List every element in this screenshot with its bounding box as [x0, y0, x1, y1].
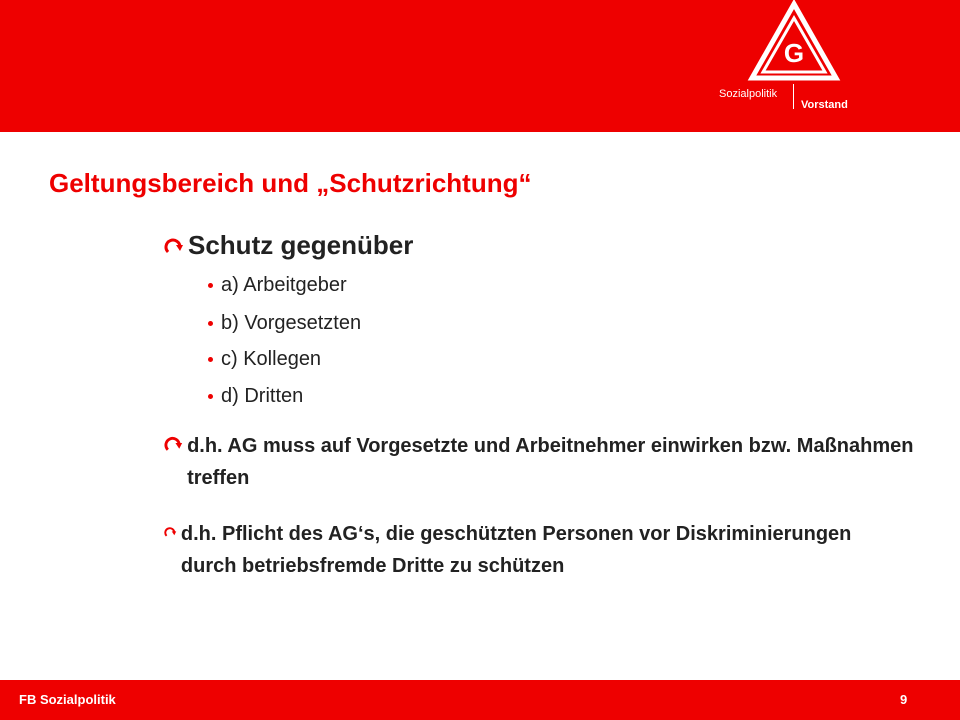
svg-text:G: G: [783, 38, 805, 68]
curved-arrow-icon: [164, 236, 184, 256]
slide-title: Geltungsbereich und „Schutzrichtung“: [49, 168, 532, 198]
ig-metall-logo-icon: [746, 0, 842, 84]
paragraph-bullet: [164, 430, 944, 494]
page-number: 9: [900, 692, 908, 707]
bullet-dot-icon: [208, 321, 213, 326]
sub-bullet: [208, 274, 347, 297]
organization-label: Vorstand: [801, 99, 848, 111]
department-label: Sozialpolitik: [719, 88, 778, 100]
bullet-dot-icon: [208, 283, 213, 288]
paragraph-bullet: [164, 518, 864, 582]
paragraph-text: d.h. Pflicht des AG‘s, die geschützten Personen vor Diskriminierungen durch betriebsfremde Dritte zu schützen: [180, 523, 852, 577]
bullet-dot-icon: [208, 357, 213, 362]
sub-bullet-label: b) Vorgesetzten: [221, 312, 362, 334]
main-bullet-label: Schutz gegenüber: [188, 230, 414, 260]
bullet-dot-icon: [208, 394, 213, 399]
header-divider: [793, 84, 794, 109]
sub-bullet: [208, 385, 303, 408]
sub-bullet-label: d) Dritten: [221, 385, 304, 407]
header-bar: [0, 0, 960, 132]
footer-label: FB Sozialpolitik: [19, 692, 116, 707]
sub-bullet-label: a) Arbeitgeber: [221, 274, 347, 296]
sub-bullet-label: c) Kollegen: [221, 348, 322, 370]
curved-arrow-icon: [164, 522, 177, 542]
main-bullet: [164, 230, 413, 261]
footer-bar: [0, 680, 960, 720]
sub-bullet: [208, 348, 321, 371]
sub-bullet: [208, 312, 361, 335]
curved-arrow-icon: [164, 434, 183, 454]
paragraph-text: d.h. AG muss auf Vorgesetzte und Arbeitnehmer einwirken bzw. Maßnahmen treffen: [187, 435, 914, 489]
